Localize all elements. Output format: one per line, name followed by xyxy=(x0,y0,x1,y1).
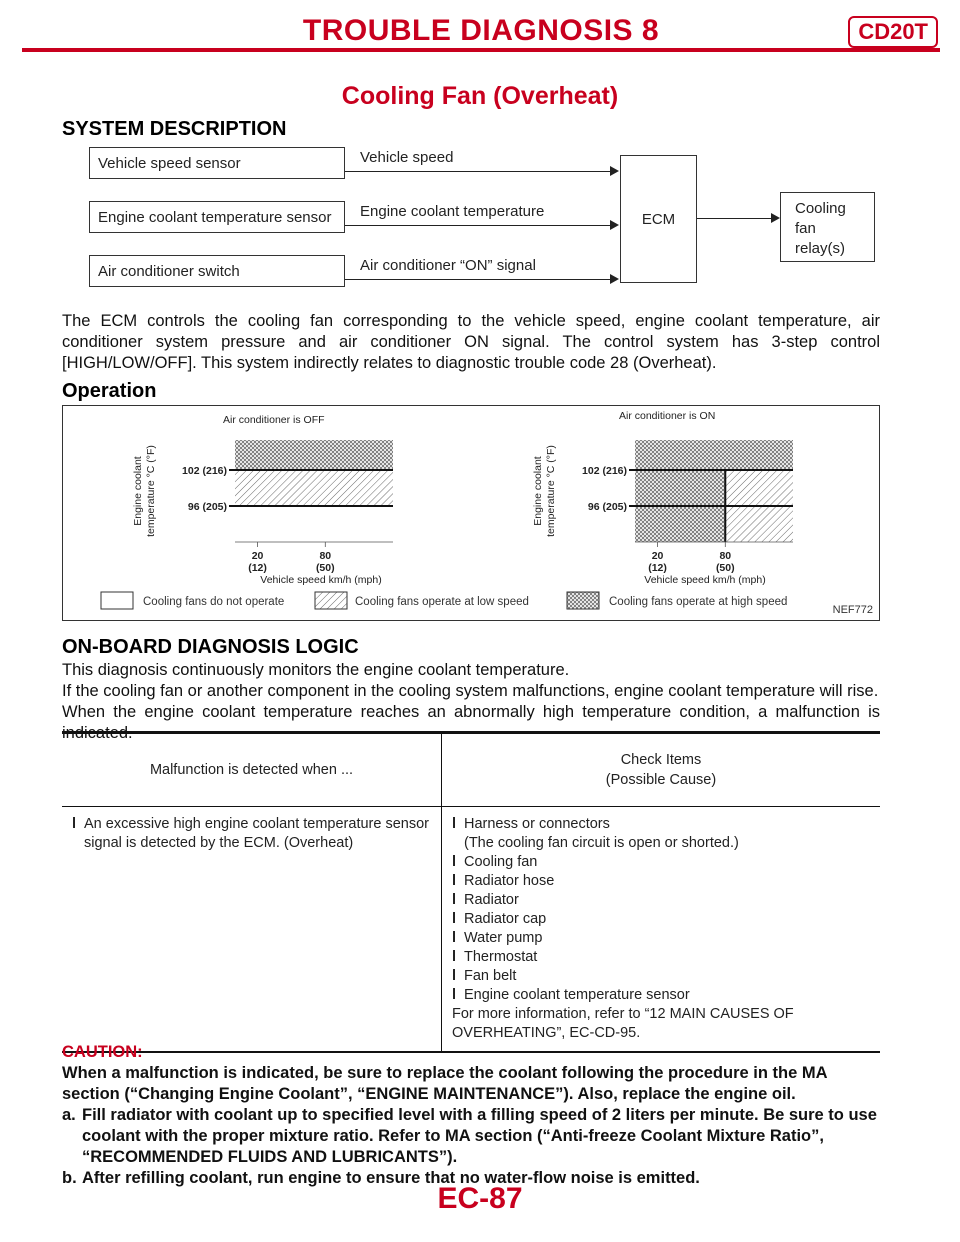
signal-line xyxy=(345,171,611,172)
y-axis-label: Engine coolant xyxy=(132,456,144,526)
bullet-glyph: l xyxy=(452,949,457,965)
legend-swatch-high xyxy=(567,592,599,609)
caution-block xyxy=(62,1042,882,1189)
header-line: Check Items xyxy=(620,752,702,768)
x-tick-label: 20 xyxy=(251,550,264,562)
check-item xyxy=(452,948,870,967)
check-items-cell xyxy=(442,807,880,1051)
check-item xyxy=(452,853,870,872)
check-item-text: Thermostat xyxy=(464,949,538,965)
check-item xyxy=(452,815,870,834)
check-item-text: Radiator hose xyxy=(464,873,555,889)
operation-charts xyxy=(63,406,879,620)
figure-legend xyxy=(101,592,873,616)
caution-item-letter: a. xyxy=(62,1106,76,1124)
legend-label-none: Cooling fans do not operate xyxy=(143,596,285,608)
legend-swatch-none xyxy=(101,592,133,609)
arrow-right-icon xyxy=(610,166,619,176)
check-item-text: Water pump xyxy=(464,930,543,946)
check-items-list xyxy=(452,815,870,1005)
y-tick-label: 96 (205) xyxy=(587,501,627,513)
bullet-glyph: l xyxy=(452,987,457,1003)
y-axis-label: temperature °C (°F) xyxy=(545,445,557,537)
ecm-box xyxy=(620,155,697,283)
check-item xyxy=(452,929,870,948)
bullet-glyph: l xyxy=(452,968,457,984)
onboard-paragraph: If the cooling fan or another component in the cooling system malfunctions, engine coolant temperature will rise. xyxy=(62,682,879,700)
y-axis-label: temperature °C (°F) xyxy=(145,445,157,537)
y-tick-label: 102 (216) xyxy=(582,465,627,477)
input-box-vehicle-speed-sensor: Vehicle speed sensor xyxy=(89,147,345,179)
legend-swatch-low xyxy=(315,592,347,609)
bullet-glyph: l xyxy=(452,911,457,927)
arrow-right-icon xyxy=(610,274,619,284)
signal-label-ac-on: Air conditioner “ON” signal xyxy=(360,257,536,274)
x-tick-label: (50) xyxy=(315,562,335,574)
check-item-text: Radiator xyxy=(464,892,519,908)
operation-figure xyxy=(62,405,880,621)
page-heading: Cooling Fan (Overheat) xyxy=(341,82,619,110)
onboard-paragraph: This diagnosis continuously monitors the engine coolant temperature. xyxy=(62,661,570,679)
check-item-text: Radiator cap xyxy=(464,911,547,927)
engine-code-badge: CD20T xyxy=(848,16,938,48)
check-item xyxy=(452,986,870,1005)
system-description-heading: SYSTEM DESCRIPTION xyxy=(62,118,287,140)
chart-region-high xyxy=(235,440,393,470)
signal-line xyxy=(345,279,611,280)
check-item xyxy=(452,967,870,986)
x-tick-label: 80 xyxy=(719,550,732,562)
bullet-glyph: l xyxy=(72,816,77,832)
header-check-items xyxy=(442,734,880,806)
list-item xyxy=(72,815,431,853)
check-item-text: Engine coolant temperature sensor xyxy=(464,987,690,1003)
table-header-row xyxy=(62,734,880,807)
legend-label-low: Cooling fans operate at low speed xyxy=(355,596,529,608)
bullet-glyph: l xyxy=(452,892,457,908)
operation-heading: Operation xyxy=(62,380,157,402)
x-axis-label: Vehicle speed km/h (mph) xyxy=(260,574,382,586)
section-title: TROUBLE DIAGNOSIS 8 xyxy=(302,14,660,47)
caution-intro: When a malfunction is indicated, be sure to replace the coolant following the procedure in the MA section (“Changing Engine Coolant”, “ENGINE MAINTENANCE”). Also, replace the engine oil. xyxy=(62,1064,827,1103)
bullet-glyph: l xyxy=(452,873,457,889)
signal-label-vehicle-speed: Vehicle speed xyxy=(360,149,454,166)
page-header xyxy=(22,14,940,62)
signal-label-coolant-temp: Engine coolant temperature xyxy=(360,203,545,220)
arrow-right-icon xyxy=(771,213,780,223)
input-box-ac-switch: Air conditioner switch xyxy=(89,255,345,287)
bullet-glyph: l xyxy=(452,930,457,946)
y-tick-label: 102 (216) xyxy=(182,465,227,477)
x-axis-label: Vehicle speed km/h (mph) xyxy=(644,574,766,586)
check-item-text: Cooling fan xyxy=(464,854,538,870)
caution-item-letter: b. xyxy=(62,1169,77,1187)
check-item xyxy=(452,910,870,929)
figure-id: NEF772 xyxy=(832,604,873,616)
cooling-fan-relay-box xyxy=(780,192,875,262)
relay-label-line: Cooling xyxy=(795,200,846,217)
caution-title: CAUTION: xyxy=(62,1043,143,1061)
y-axis-label: Engine coolant xyxy=(532,456,544,526)
check-item-note: (The cooling fan circuit is open or shorted.) xyxy=(464,835,739,851)
check-item xyxy=(452,872,870,891)
more-info-note: For more information, refer to “12 MAIN CAUSES OF OVERHEATING”, EC-CD-95. xyxy=(452,1006,794,1041)
header-line: (Possible Cause) xyxy=(605,772,717,788)
caution-item-text: After refilling coolant, run engine to ensure that no water-flow noise is emitted. xyxy=(82,1169,700,1187)
caution-item xyxy=(62,1105,882,1168)
header-detected-when: Malfunction is detected when ... xyxy=(62,734,442,806)
relay-label-line: fan xyxy=(795,220,816,237)
arrow-right-icon xyxy=(610,220,619,230)
check-item-text: Harness or connectors xyxy=(464,816,610,832)
y-tick-label: 96 (205) xyxy=(187,501,227,513)
chart-region-high xyxy=(635,440,793,470)
chart-region-none xyxy=(235,506,393,542)
header-rule xyxy=(22,48,940,52)
chart-title: Air conditioner is OFF xyxy=(223,414,325,426)
x-tick-label: (50) xyxy=(715,562,735,574)
caution-item-text: Fill radiator with coolant up to specified level with a filling speed of 2 liters per minute. Be sure to use coolant with the proper mixture ratio. Refer to MA section (“Anti-freeze Coolant Mixture Ratio”, “RECOMMENDED FLUIDS AND LUBRICANTS”). xyxy=(82,1106,877,1166)
onboard-paragraph: When the engine coolant temperature reaches an abnormally high temperature condition, a malfunction is indicated. xyxy=(62,703,880,742)
chart-region-low xyxy=(235,470,393,506)
ecm-label: ECM xyxy=(641,210,676,228)
x-tick-label: 20 xyxy=(651,550,664,562)
bullet-glyph: l xyxy=(452,854,457,870)
signal-line xyxy=(345,225,611,226)
legend-label-high: Cooling fans operate at high speed xyxy=(609,596,788,608)
page-number: EC-87 xyxy=(437,1182,523,1215)
x-tick-label: 80 xyxy=(319,550,332,562)
x-tick-label: (12) xyxy=(248,562,267,574)
onboard-logic-heading: ON-BOARD DIAGNOSIS LOGIC xyxy=(62,636,359,658)
detected-condition: An excessive high engine coolant temperature sensor signal is detected by the ECM. (Overheat) xyxy=(84,816,429,851)
table-row xyxy=(62,807,880,1051)
chart-title: Air conditioner is ON xyxy=(619,410,716,422)
system-description-paragraph: The ECM controls the cooling fan corresponding to the vehicle speed, engine coolant temperature, air conditioner system pressure and air conditioner ON signal. The control system has 3-step control [HIGH/LOW/OFF]. This system indirectly relates to diagnostic trouble code 28 (Overheat). xyxy=(62,312,880,372)
relay-label-line: relay(s) xyxy=(795,240,846,257)
x-tick-label: (12) xyxy=(648,562,667,574)
check-item xyxy=(452,891,870,910)
detected-cell xyxy=(62,807,442,1051)
malfunction-table xyxy=(62,731,880,1053)
check-item-text: Fan belt xyxy=(464,968,517,984)
output-line xyxy=(697,218,772,219)
input-box-coolant-temp-sensor: Engine coolant temperature sensor xyxy=(89,201,345,233)
bullet-glyph: l xyxy=(452,816,457,832)
